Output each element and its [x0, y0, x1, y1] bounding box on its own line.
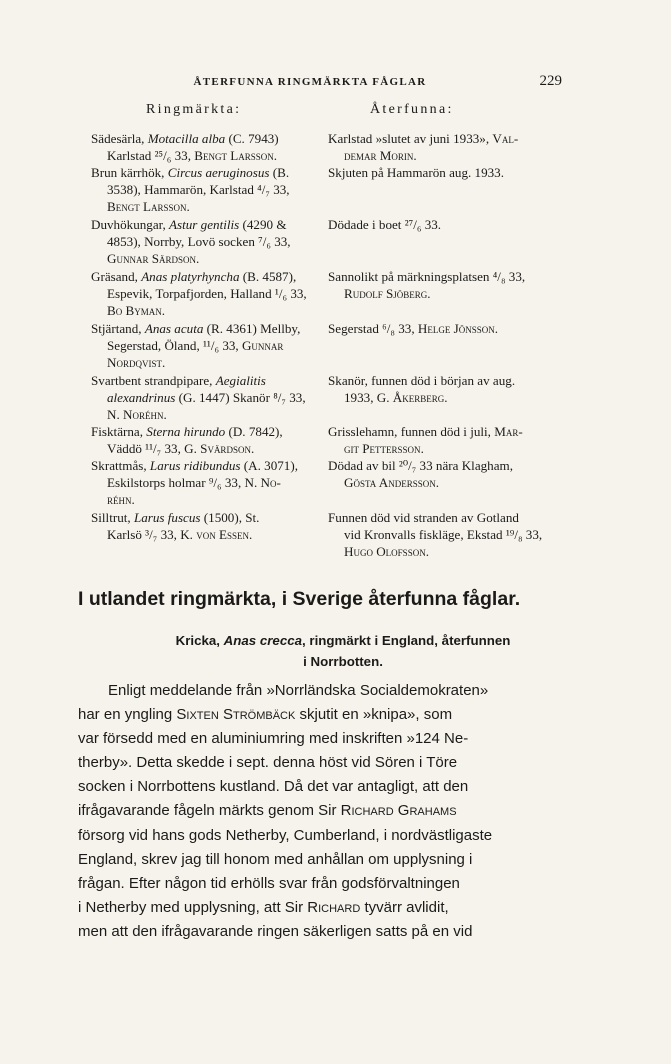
- paragraph-line: ifrågavarande fågeln märkts genom Sir Richard Grahams: [78, 802, 457, 820]
- person-name: Bengt Larsson: [107, 199, 187, 215]
- section-heading: I utlandet ringmärkta, i Sverige återfunna fåglar.: [78, 588, 521, 610]
- species-name: Motacilla alba: [147, 131, 226, 146]
- ringed-line: Brun kärrhök, Circus aeruginosus (B.: [91, 165, 290, 180]
- paragraph-line: Enligt meddelande från »Norrländska Socialdemokraten»: [108, 682, 489, 699]
- ringed-line: réhn.: [107, 492, 135, 508]
- ringed-line: Stjärtand, Anas acuta (R. 4361) Mellby,: [91, 321, 301, 336]
- species-name: Anas acuta: [144, 321, 204, 336]
- recovered-entry: [328, 372, 568, 406]
- species-name: Aegialitis: [215, 373, 266, 388]
- recovered-entry: [328, 164, 568, 181]
- column-heading-recovered: Återfunna:: [370, 102, 454, 117]
- recovered-line: vid Kronvalls fiskläge, Ekstad ¹⁹/₈ 33,: [344, 527, 543, 543]
- ringed-entry: [91, 320, 316, 372]
- ringed-line: Karlstad ²⁵/₆ 33, Bengt Larsson.: [107, 148, 278, 164]
- person-name: Bo Byman: [107, 303, 162, 319]
- ringed-line: Silltrut, Larus fuscus (1500), St.: [91, 510, 260, 525]
- person-name: Val-: [492, 131, 519, 146]
- recovered-entry: [328, 216, 568, 233]
- ringed-line: Bo Byman.: [107, 303, 166, 319]
- species-name: Anas platyrhyncha: [141, 269, 240, 284]
- paragraph-line: socken i Norrbottens kustland. Då det var antagligt, att den: [78, 778, 469, 796]
- ringed-entry: [91, 130, 316, 164]
- ringed-entry: [91, 164, 316, 216]
- ringed-line: Gunnar Särdson.: [107, 251, 200, 267]
- paragraph-line: var försedd med en aluminiumring med inskriften »124 Ne-: [78, 730, 469, 748]
- species-name: Sterna hirundo: [146, 424, 226, 439]
- person-name: Åkerberg: [392, 390, 445, 406]
- person-name: Hugo Olofsson: [344, 544, 426, 560]
- recovered-line: Segerstad ⁶/₈ 33, Helge Jönsson.: [328, 321, 498, 336]
- ringed-entry: [91, 268, 316, 320]
- ringed-line: Duvhökungar, Astur gentilis (4290 &: [91, 217, 287, 232]
- ringed-entry: [91, 372, 316, 424]
- ringed-entry: [91, 423, 316, 457]
- column-heading-ringed: Ringmärkta:: [146, 102, 242, 117]
- ringed-line: alexandrinus (G. 1447) Skanör ⁸/₇ 33,: [107, 390, 306, 406]
- recovered-line: Hugo Olofsson.: [344, 544, 429, 560]
- species-name: Astur gentilis: [169, 217, 240, 232]
- recovered-line: Karlstad »slutet av juni 1933», Val-: [328, 131, 519, 146]
- paragraph-line: England, skrev jag till honom med anhållan om upplysning i: [78, 850, 473, 868]
- person-name: von Essen: [196, 527, 250, 543]
- species-name: Larus fuscus: [133, 510, 201, 525]
- person-name: réhn: [107, 492, 132, 508]
- ringed-entry: [91, 509, 316, 543]
- person-name: demar Morin: [344, 148, 414, 164]
- species-name: alexandrinus: [107, 390, 176, 406]
- body-paragraph: [78, 679, 562, 944]
- ringed-line: Eskilstorps holmar ⁹/₆ 33, N. No-: [107, 475, 281, 491]
- recovered-line: Sannolikt på märkningsplatsen ⁴/₈ 33,: [328, 269, 526, 284]
- paragraph-line: therby». Detta skedde i sept. denna höst vid Sören i Töre: [78, 754, 458, 772]
- recovered-entry: [328, 457, 568, 491]
- ringed-line: Espevik, Torpafjorden, Halland ¹/₆ 33,: [107, 286, 307, 302]
- ringed-line: Svartbent strandpipare, Aegialitis: [91, 373, 266, 388]
- ringed-line: Karlsö ³/₇ 33, K. von Essen.: [107, 527, 253, 543]
- ringed-line: Nordqvist.: [107, 355, 166, 371]
- person-name: Gunnar Särdson: [107, 251, 197, 267]
- person-name: Noréhn: [123, 407, 164, 423]
- paragraph-line: i Netherby med upplysning, att Sir Richard tyvärr avlidit,: [78, 898, 449, 916]
- ringed-line: Gräsand, Anas platyrhyncha (B. 4587),: [91, 269, 297, 284]
- person-name: Rudolf Sjöberg: [344, 286, 428, 302]
- subheading-line: i Norrbotten.: [303, 654, 383, 669]
- recovered-line: 1933, G. Åkerberg.: [344, 390, 448, 406]
- ringed-entry: [91, 457, 316, 509]
- recovered-line: Gösta Andersson.: [344, 475, 440, 491]
- recovered-entry: [328, 423, 568, 457]
- person-name: Richard: [307, 898, 361, 916]
- person-name: Bengt Larsson: [194, 148, 274, 164]
- paragraph-line: frågan. Efter någon tid erhölls svar från godsförvaltningen: [78, 874, 460, 892]
- species-name: Anas crecca: [223, 633, 303, 648]
- paragraph-line: försorg vid hans gods Netherby, Cumberland, i nordvästligaste: [78, 826, 493, 844]
- species-name: Circus aeruginosus: [167, 165, 270, 180]
- ringed-line: Bengt Larsson.: [107, 199, 190, 215]
- ringed-line: Segerstad, Öland, ¹¹/₆ 33, Gunnar: [107, 338, 284, 354]
- person-name: git Pettersson: [344, 441, 421, 457]
- recovered-entry: [328, 509, 568, 561]
- ringed-line: Väddö ¹¹/₇ 33, G. Svärdson.: [107, 441, 255, 457]
- running-title: ÅTERFUNNA RINGMÄRKTA FÅGLAR: [193, 76, 427, 88]
- ringed-line: N. Noréhn.: [107, 407, 167, 423]
- ringed-line: Fisktärna, Sterna hirundo (D. 7842),: [91, 424, 283, 439]
- person-name: No-: [260, 475, 281, 491]
- recovered-line: Skanör, funnen död i början av aug.: [328, 373, 516, 388]
- recovered-line: Rudolf Sjöberg.: [344, 286, 431, 302]
- recovered-line: Skjuten på Hammarön aug. 1933.: [328, 165, 505, 180]
- ringed-line: 3538), Hammarön, Karlstad ⁴/₇ 33,: [107, 182, 290, 198]
- species-name: Larus ridibundus: [149, 458, 241, 473]
- recovered-line: git Pettersson.: [344, 441, 424, 457]
- subheading-line: Kricka, Anas crecca, ringmärkt i England, återfunnen: [175, 633, 511, 648]
- person-name: Gunnar: [241, 338, 284, 354]
- paragraph-line: men att den ifrågavarande ringen säkerligen satts på en vid: [78, 922, 473, 940]
- person-name: Svärdson: [200, 441, 251, 457]
- person-name: Gösta Andersson: [344, 475, 436, 491]
- ringed-line: 4853), Norrby, Lovö socken ⁷/₆ 33,: [107, 234, 291, 250]
- recovered-entry: [328, 320, 568, 337]
- page-number: 229: [539, 73, 562, 89]
- recovered-entry: [328, 130, 568, 164]
- recovered-entry: [328, 268, 568, 302]
- recovered-line: demar Morin.: [344, 148, 417, 164]
- person-name: Mar-: [494, 424, 523, 439]
- person-name: Sixten Strömbäck: [176, 706, 296, 724]
- recovered-line: Grisslehamn, funnen död i juli, Mar-: [328, 424, 523, 439]
- person-name: Helge Jönsson: [417, 321, 495, 336]
- ringed-line: Skrattmås, Larus ridibundus (A. 3071),: [91, 458, 298, 473]
- paragraph-line: har en yngling Sixten Strömbäck skjutit en »knipa», som: [78, 706, 453, 724]
- recovered-line: Dödade i boet ²⁷/₆ 33.: [328, 217, 442, 232]
- ringed-entry: [91, 216, 316, 268]
- person-name: Nordqvist: [107, 355, 162, 371]
- ringed-line: Sädesärla, Motacilla alba (C. 7943): [91, 131, 279, 146]
- person-name: Richard Grahams: [340, 802, 457, 820]
- recovered-line: Funnen död vid stranden av Gotland: [328, 510, 519, 525]
- recovered-line: Dödad av bil ²⁰/₇ 33 nära Klagham,: [328, 458, 514, 473]
- article-subheading: [78, 630, 608, 672]
